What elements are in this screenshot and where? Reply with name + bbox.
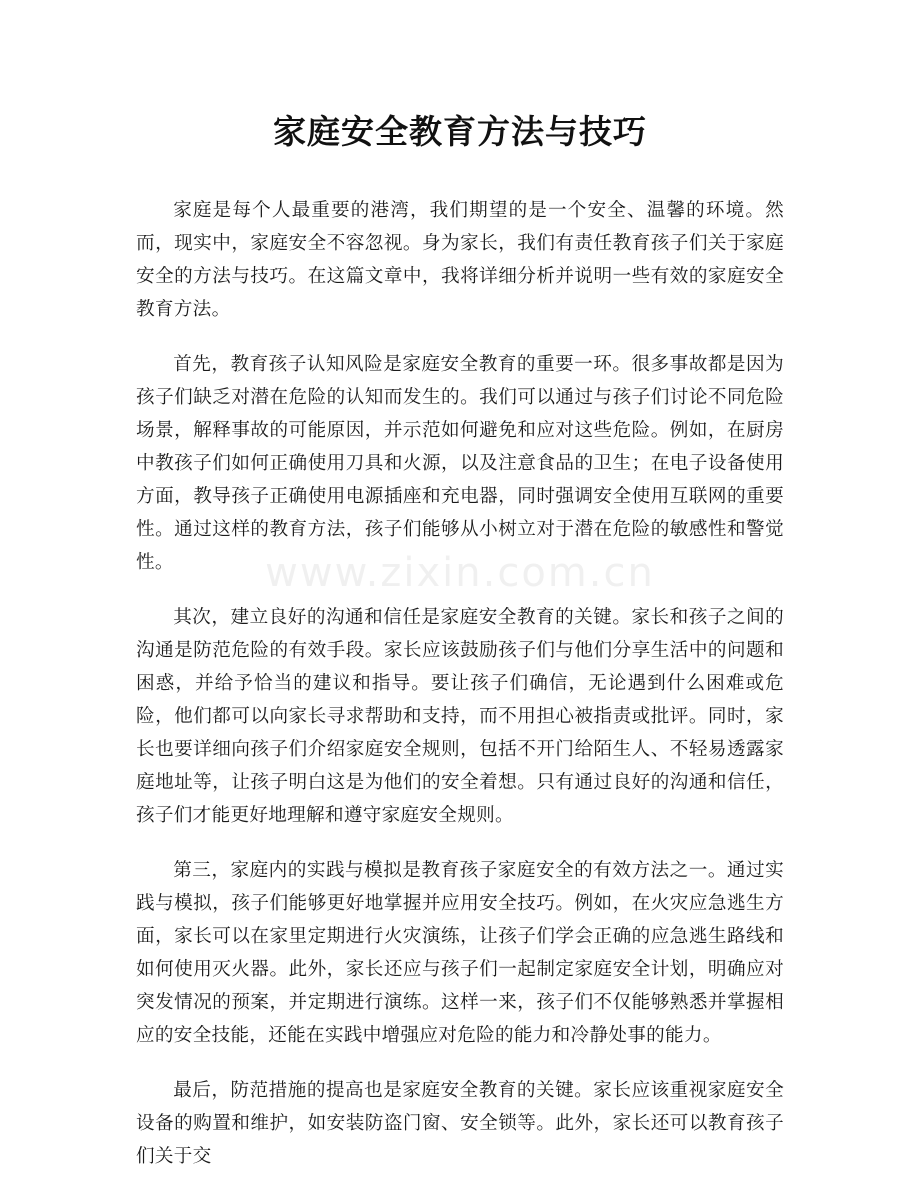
paragraph-risk-awareness: 首先，教育孩子认知风险是家庭安全教育的重要一环。很多事故都是因为孩子们缺乏对潜在危险的认知而发生的。我们可以通过与孩子们讨论不同危险场景，解释事故的可能原因，并示范如何避免和应对这些危险。例如，在厨房中教孩子们如何正确使用刀具和火源，以及注意食品的卫生；在电子设备使用方面，教导孩子正确使用电源插座和充电器，同时强调安全使用互联网的重要性。通过这样的教育方法，孩子们能够从小树立对于潜在危险的敏感性和警觉性。: [136, 354, 784, 573]
paragraph-practice: 第三，家庭内的实践与模拟是教育孩子家庭安全的有效方法之一。通过实践与模拟，孩子们能够更好地掌握并应用安全技巧。例如，在火灾应急逃生方面，家长可以在家里定期进行火灾演练，让孩子们学会正确的应急逃生路线和如何使用灭火器。此外，家长还应与孩子们一起制定家庭安全计划，明确应对突发情况的预案，并定期进行演练。这样一来，孩子们不仅能够熟悉并掌握相应的安全技能，还能在实践中增强应对危险的能力和冷静处事的能力。: [136, 860, 784, 1046]
paragraph-prevention: 最后，防范措施的提高也是家庭安全教育的关键。家长应该重视家庭安全设备的购置和维护，如安装防盗门窗、安全锁等。此外，家长还可以教育孩子们关于交: [136, 1080, 784, 1167]
document-title: 家庭安全教育方法与技巧: [273, 112, 647, 151]
paragraph-intro: 家庭是每个人最重要的港湾，我们期望的是一个安全、温馨的环境。然而，现实中，家庭安全不容忽视。身为家长，我们有责任教育孩子们关于家庭安全的方法与技巧。在这篇文章中，我将详细分析并说明一些有效的家庭安全教育方法。: [136, 200, 784, 320]
watermark: www.zixin.com.cn: [265, 550, 655, 596]
paragraph-communication: 其次，建立良好的沟通和信任是家庭安全教育的关键。家长和孩子之间的沟通是防范危险的有效手段。家长应该鼓励孩子们与他们分享生活中的问题和困惑，并给予恰当的建议和指导。要让孩子们确信，无论遇到什么困难或危险，他们都可以向家长寻求帮助和支持，而不用担心被指责或批评。同时，家长也要详细向孩子们介绍家庭安全规则，包括不开门给陌生人、不轻易透露家庭地址等，让孩子明白这是为他们的安全着想。只有通过良好的沟通和信任，孩子们才能更好地理解和遵守家庭安全规则。: [136, 607, 784, 826]
